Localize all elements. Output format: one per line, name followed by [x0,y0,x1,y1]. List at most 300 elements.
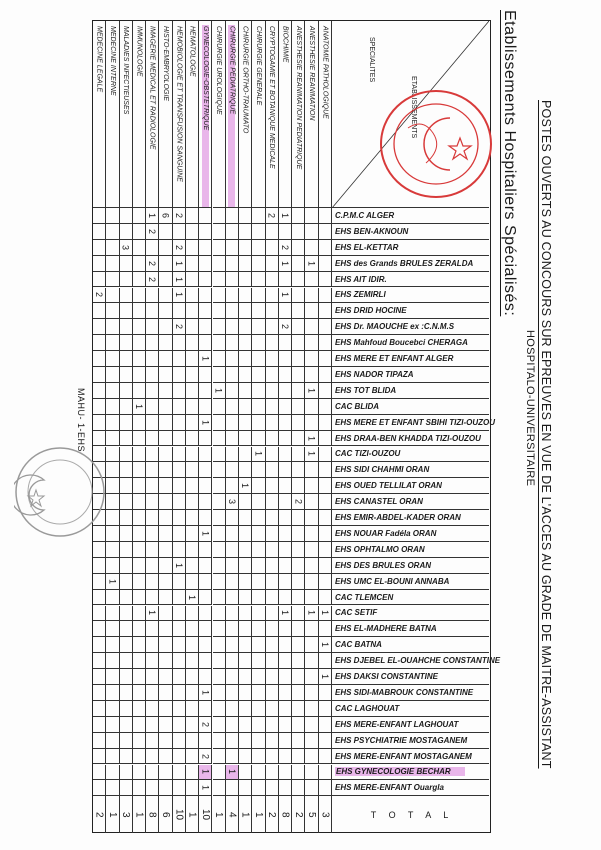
table-cell [305,383,318,399]
table-cell [239,606,252,622]
establishment-name: EHS DRID HOCINE [335,306,407,316]
table-cell [279,780,292,796]
table-cell [120,765,133,781]
table-cell [106,621,119,637]
cell-value: 1 [240,483,251,489]
table-cell [133,542,146,558]
table-cell [319,717,332,733]
total-value: 1 [106,812,118,818]
table-cell [133,303,146,319]
stamp-label: MAHU- 1-EHS [76,388,86,453]
table-cell [146,558,159,574]
table-cell [319,431,332,447]
table-cell [305,526,318,542]
table-cell [292,208,305,224]
table-cell [279,621,292,637]
table-cell [146,765,159,781]
establishment-name-cell [332,367,489,383]
table-cell [173,701,186,717]
table-cell [319,415,332,431]
table-cell [226,669,239,685]
table-cell [186,685,199,701]
table-cell [305,240,318,256]
table-cell [305,208,318,224]
establishment-name-cell [332,224,489,240]
table-cell [213,606,226,622]
table-cell [93,749,106,765]
table-cell [252,749,265,765]
table-cell [173,733,186,749]
table-cell [159,208,172,224]
table-cell [305,319,318,335]
table-cell [252,208,265,224]
table-cell [199,701,212,717]
table-cell [186,256,199,272]
table-cell [120,272,133,288]
table-cell [173,765,186,781]
corner-label-etablissements: ETABLISSEMENTS [410,76,417,139]
table-cell [252,319,265,335]
table-cell [252,542,265,558]
table-cell [120,606,133,622]
table-cell [159,621,172,637]
table-cell [93,733,106,749]
table-cell [120,256,133,272]
table-cell [159,637,172,653]
table-cell [279,749,292,765]
table-cell [133,717,146,733]
table-cell [239,637,252,653]
table-cell [266,749,279,765]
table-cell [213,415,226,431]
establishment-name: EHS CANASTEL ORAN [335,497,423,507]
table-cell [159,733,172,749]
table-cell [292,717,305,733]
table-cell [226,383,239,399]
table-cell [186,288,199,304]
cell-value: 6 [160,212,171,218]
specialty-name: BIOCHIMIE [281,26,289,63]
table-cell [305,462,318,478]
cell-value: 2 [173,212,184,218]
establishment-name-cell [332,558,489,574]
table-cell [186,351,199,367]
table-cell [146,399,159,415]
table-cell [120,780,133,796]
table-cell [266,669,279,685]
table-cell [146,637,159,653]
table-cell [199,399,212,415]
total-value: 3 [120,812,132,818]
table-cell [266,240,279,256]
table-cell [226,447,239,463]
table-cell [226,478,239,494]
table-cell [133,272,146,288]
cell-value: 1 [187,594,198,600]
cell-value: 1 [280,260,290,266]
table-cell [226,637,239,653]
table-cell [239,478,252,494]
table-cell [106,351,119,367]
table-cell [266,272,279,288]
establishment-name-cell [332,701,489,717]
specialty-name: HISTO-EMBRYOLOGIE [162,26,169,102]
table-cell [133,733,146,749]
table-cell [226,351,239,367]
table-cell [226,431,239,447]
table-cell [159,335,172,351]
table-cell [173,574,186,590]
table-cell [239,319,252,335]
table-cell [226,367,239,383]
table-cell [186,733,199,749]
table-cell [133,780,146,796]
table-cell [239,701,252,717]
table-cell [186,780,199,796]
establishment-name: CAC SETIF [335,608,378,618]
table-cell [252,510,265,526]
table-cell [106,558,119,574]
table-cell [252,303,265,319]
cell-value: 1 [306,387,317,393]
table-cell [266,733,279,749]
table-cell [120,431,133,447]
table-cell [186,224,199,240]
specialty-header [199,21,212,208]
cell-value: 1 [200,785,211,791]
table-cell [319,558,332,574]
table-cell [266,335,279,351]
establishment-name: CAC TIZI-OUZOU [335,449,401,459]
table-cell [319,653,332,669]
table-cell [159,574,172,590]
table-cell [305,447,318,463]
table-cell [305,621,318,637]
establishment-name-cell [332,478,489,494]
table-cell [213,637,226,653]
establishment-name: EHS EL-MADHERE BATNA [335,624,437,634]
table-cell [213,765,226,781]
table-cell [173,606,186,622]
establishment-name: EHS PSYCHIATRIE MOSTAGANEM [335,735,468,745]
table-cell [279,478,292,494]
table-cell [133,637,146,653]
table-cell [133,431,146,447]
table-cell [106,256,119,272]
table-cell [106,288,119,304]
table-cell [226,621,239,637]
cell-value: 1 [213,387,224,393]
table-cell [279,367,292,383]
specialty-header [279,21,292,208]
table-cell [93,590,106,606]
table-cell [186,574,199,590]
table-cell [186,637,199,653]
table-cell [319,240,332,256]
specialty-header [292,21,305,208]
table-cell [319,685,332,701]
establishment-name-cell [332,590,489,606]
table-cell [186,272,199,288]
table-cell [186,367,199,383]
table-cell [319,606,332,622]
table-cell [133,383,146,399]
cell-value: 1 [306,260,317,266]
table-cell [146,272,159,288]
table-cell [93,701,106,717]
establishment-name-cell [332,351,489,367]
total-value: 1 [239,812,251,818]
table-cell [186,431,199,447]
cell-value: 1 [147,610,158,616]
table-cell [133,351,146,367]
table-cell [292,431,305,447]
table-cell [252,478,265,494]
table-cell [133,558,146,574]
table-cell [266,558,279,574]
table-cell [186,653,199,669]
table-cell [133,447,146,463]
table-cell [292,653,305,669]
table-cell [292,621,305,637]
establishment-name: CAC BATNA [335,640,382,650]
specialty-name: HEMATOLOGIE [188,26,196,77]
table-cell [319,399,332,415]
table-cell [106,335,119,351]
table-cell [279,765,292,781]
specialty-name: ANATOMIE PATHOLOGIQUE [321,26,329,119]
table-cell [133,510,146,526]
table-cell [186,303,199,319]
table-cell [146,367,159,383]
table-cell [186,319,199,335]
table-cell [199,240,212,256]
table-cell [305,224,318,240]
table-cell [146,590,159,606]
table-cell [199,542,212,558]
table-cell [292,319,305,335]
total-cell [213,796,226,833]
table-cell [173,431,186,447]
table-cell [199,510,212,526]
table-cell [319,303,332,319]
specialty-name: IMMUNOLOGIE [135,26,143,77]
establishment-name-cell [332,494,489,510]
table-cell [93,542,106,558]
establishment-name-cell [332,399,489,415]
establishment-name: EHS DRAA-BEN KHADDA TIZI-OUZOU [335,433,481,443]
table-cell [186,542,199,558]
table-cell [159,669,172,685]
establishment-name: EHS DAKSI CONSTANTINE [335,672,438,682]
table-cell [106,272,119,288]
table-cell [146,288,159,304]
document-title-line2: HOSPITALO-UNIVERSITAIRE [524,330,536,487]
table-cell [226,701,239,717]
table-cell [226,749,239,765]
table-cell [252,288,265,304]
table-cell [239,765,252,781]
cell-value: 1 [200,769,211,775]
table-cell [279,590,292,606]
cell-value: 1 [173,292,184,298]
table-cell [292,510,305,526]
table-cell [146,319,159,335]
table-cell [159,717,172,733]
table-cell [213,462,226,478]
specialty-name: GYNECOLOGIE-OBSTETRIQUE [202,25,209,207]
table-cell [106,303,119,319]
table-cell [213,653,226,669]
table-cell [199,256,212,272]
total-value: 10 [199,809,211,821]
table-cell [319,351,332,367]
table-cell [266,367,279,383]
table-cell [173,542,186,558]
table-cell [226,208,239,224]
table-cell [93,574,106,590]
table-cell [213,447,226,463]
table-cell [106,415,119,431]
table-cell [266,701,279,717]
table-cell [239,621,252,637]
table-cell [279,717,292,733]
table-cell [159,494,172,510]
table-cell [319,749,332,765]
table-cell [146,208,159,224]
table-cell [199,367,212,383]
table-cell [106,749,119,765]
table-cell [146,606,159,622]
table-cell [120,590,133,606]
table-cell [159,240,172,256]
establishment-name: EHS DES BRULES ORAN [335,560,432,570]
table-cell [199,272,212,288]
total-value: 1 [252,812,264,818]
table-cell [252,367,265,383]
table-cell [106,399,119,415]
specialty-header [106,21,119,208]
table-cell [106,606,119,622]
table-cell [319,319,332,335]
table-cell [146,478,159,494]
table-cell [133,224,146,240]
cell-value: 1 [147,212,158,218]
establishment-name: EHS OPHTALMO ORAN [335,544,425,554]
total-cell [252,796,265,833]
table-cell [319,288,332,304]
table-cell [199,319,212,335]
specialty-name: ANESTHESIE REANIMATION [308,26,316,121]
establishment-name-cell [332,319,489,335]
table-cell [239,351,252,367]
table-cell [305,558,318,574]
table-cell [279,351,292,367]
table-cell [292,526,305,542]
table-cell [266,574,279,590]
table-cell [159,319,172,335]
table-cell [120,303,133,319]
table-cell [239,383,252,399]
table-cell [292,637,305,653]
establishment-name-cell [332,288,489,304]
establishment-name: EHS MERE-ENFANT Ouargla [335,783,444,793]
table-cell [279,303,292,319]
table-cell [106,590,119,606]
table-cell [226,272,239,288]
table-cell [319,637,332,653]
total-value: 2 [292,812,304,818]
table-cell [213,208,226,224]
establishment-name-cell [332,749,489,765]
table-cell [319,224,332,240]
table-cell [93,606,106,622]
total-value: 8 [279,812,291,818]
establishment-name: EHS BEN-AKNOUN [335,226,409,236]
table-cell [93,335,106,351]
table-cell [252,685,265,701]
establishment-name: EHS EMIR-ABDEL-KADER ORAN [335,513,461,523]
table-cell [106,701,119,717]
table-cell [266,478,279,494]
table-cell [159,478,172,494]
table-cell [226,653,239,669]
table-cell [252,224,265,240]
table-cell [146,351,159,367]
establishment-name: CAC BLIDA [335,401,379,411]
table-cell [133,621,146,637]
table-cell [133,701,146,717]
table-cell [93,399,106,415]
table-cell [159,653,172,669]
specialty-name: MEDECINE LEGALE [95,26,103,93]
table-cell [305,494,318,510]
table-cell [239,399,252,415]
table-cell [93,272,106,288]
establishment-name: EHS UMC EL-BOUNI ANNABA [335,576,450,586]
table-cell [120,399,133,415]
table-cell [239,415,252,431]
table-cell [93,224,106,240]
table-cell [173,272,186,288]
table-cell [106,510,119,526]
table-cell [239,653,252,669]
table-cell [266,208,279,224]
table-cell [159,510,172,526]
table-cell [252,637,265,653]
table-cell [319,335,332,351]
table-cell [106,733,119,749]
table-cell [159,526,172,542]
table-cell [106,637,119,653]
cell-value: 1 [319,610,330,616]
table-cell [213,272,226,288]
table-cell [199,653,212,669]
table-cell [186,701,199,717]
cell-value: 2 [293,499,304,505]
table-cell [266,590,279,606]
establishment-name-cell [332,780,489,796]
table-cell [239,224,252,240]
table-cell [133,606,146,622]
table-cell [226,399,239,415]
table-cell [186,717,199,733]
establishment-name: EHS des Grands BRULES ZERALDA [335,258,474,268]
table-cell [120,749,133,765]
table-cell [186,240,199,256]
table-cell [226,733,239,749]
table-cell [173,447,186,463]
